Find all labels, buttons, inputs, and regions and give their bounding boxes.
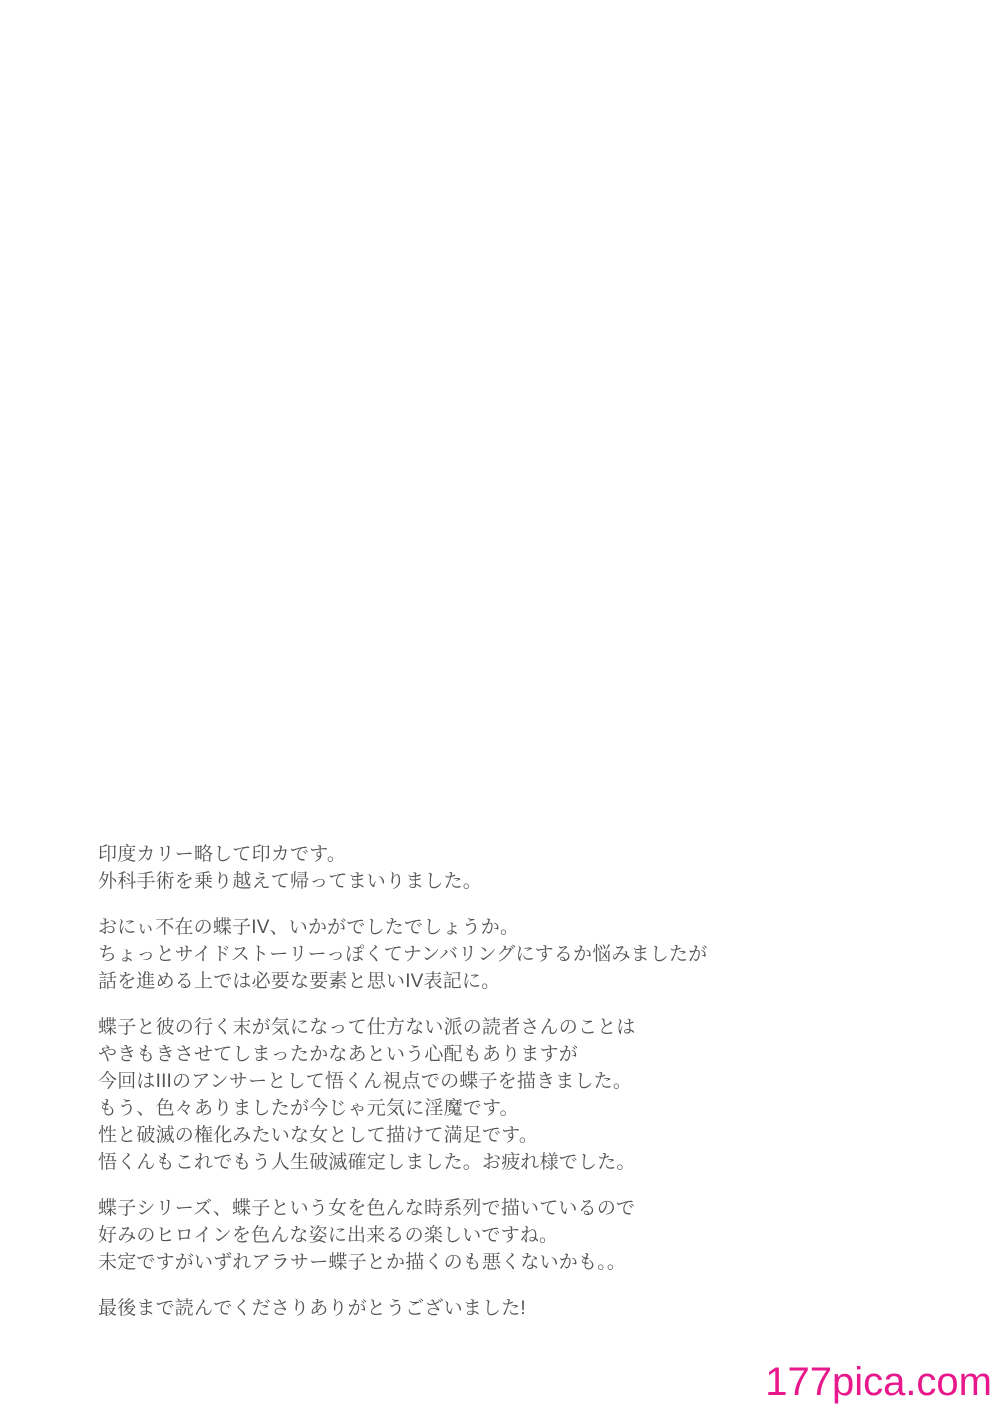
text-line: 外科手術を乗り越えて帰ってまいりました。	[98, 871, 483, 892]
afterword-paragraph	[98, 841, 738, 895]
text-line: 好みのヒロインを色んな姿に出来るの楽しいですね。	[98, 1225, 559, 1246]
text-line: 蝶子と彼の行く末が気になって仕方ない派の読者さんのことは	[98, 1017, 636, 1038]
text-line: おにぃ不在の蝶子IV、いかがでしたでしょうか。	[98, 917, 520, 938]
text-line: ちょっとサイドストーリーっぽくてナンバリングにするか悩みましたが	[98, 944, 708, 965]
afterword-paragraph	[98, 914, 738, 995]
text-line: 悟くんもこれでもう人生破滅確定しました。お疲れ様でした。	[98, 1152, 636, 1173]
text-line: 最後まで読んでくださりありがとうございました!	[98, 1298, 526, 1319]
text-line: 蝶子シリーズ、蝶子という女を色んな時系列で描いているので	[98, 1198, 636, 1219]
afterword-paragraph	[98, 1295, 738, 1322]
text-line: 今回はIIIのアンサーとして悟くん視点での蝶子を描きました。	[98, 1071, 633, 1092]
text-line: 話を進める上では必要な要素と思いIV表記に。	[98, 971, 501, 992]
afterword-text-block	[98, 841, 738, 1322]
watermark-text: 177pica.com	[765, 1360, 992, 1404]
text-line: もう、色々ありましたが今じゃ元気に淫魔です。	[98, 1098, 519, 1119]
text-line: 未定ですがいずれアラサー蝶子とか描くのも悪くないかも。。	[98, 1252, 627, 1273]
afterword-paragraph	[98, 1195, 738, 1276]
afterword-paragraph	[98, 1014, 738, 1176]
text-line: 性と破滅の権化みたいな女として描けて満足です。	[98, 1125, 539, 1146]
text-line: 印度カリー略して印カです。	[98, 844, 347, 865]
text-line: やきもきさせてしまったかなあという心配もありますが	[98, 1044, 579, 1065]
